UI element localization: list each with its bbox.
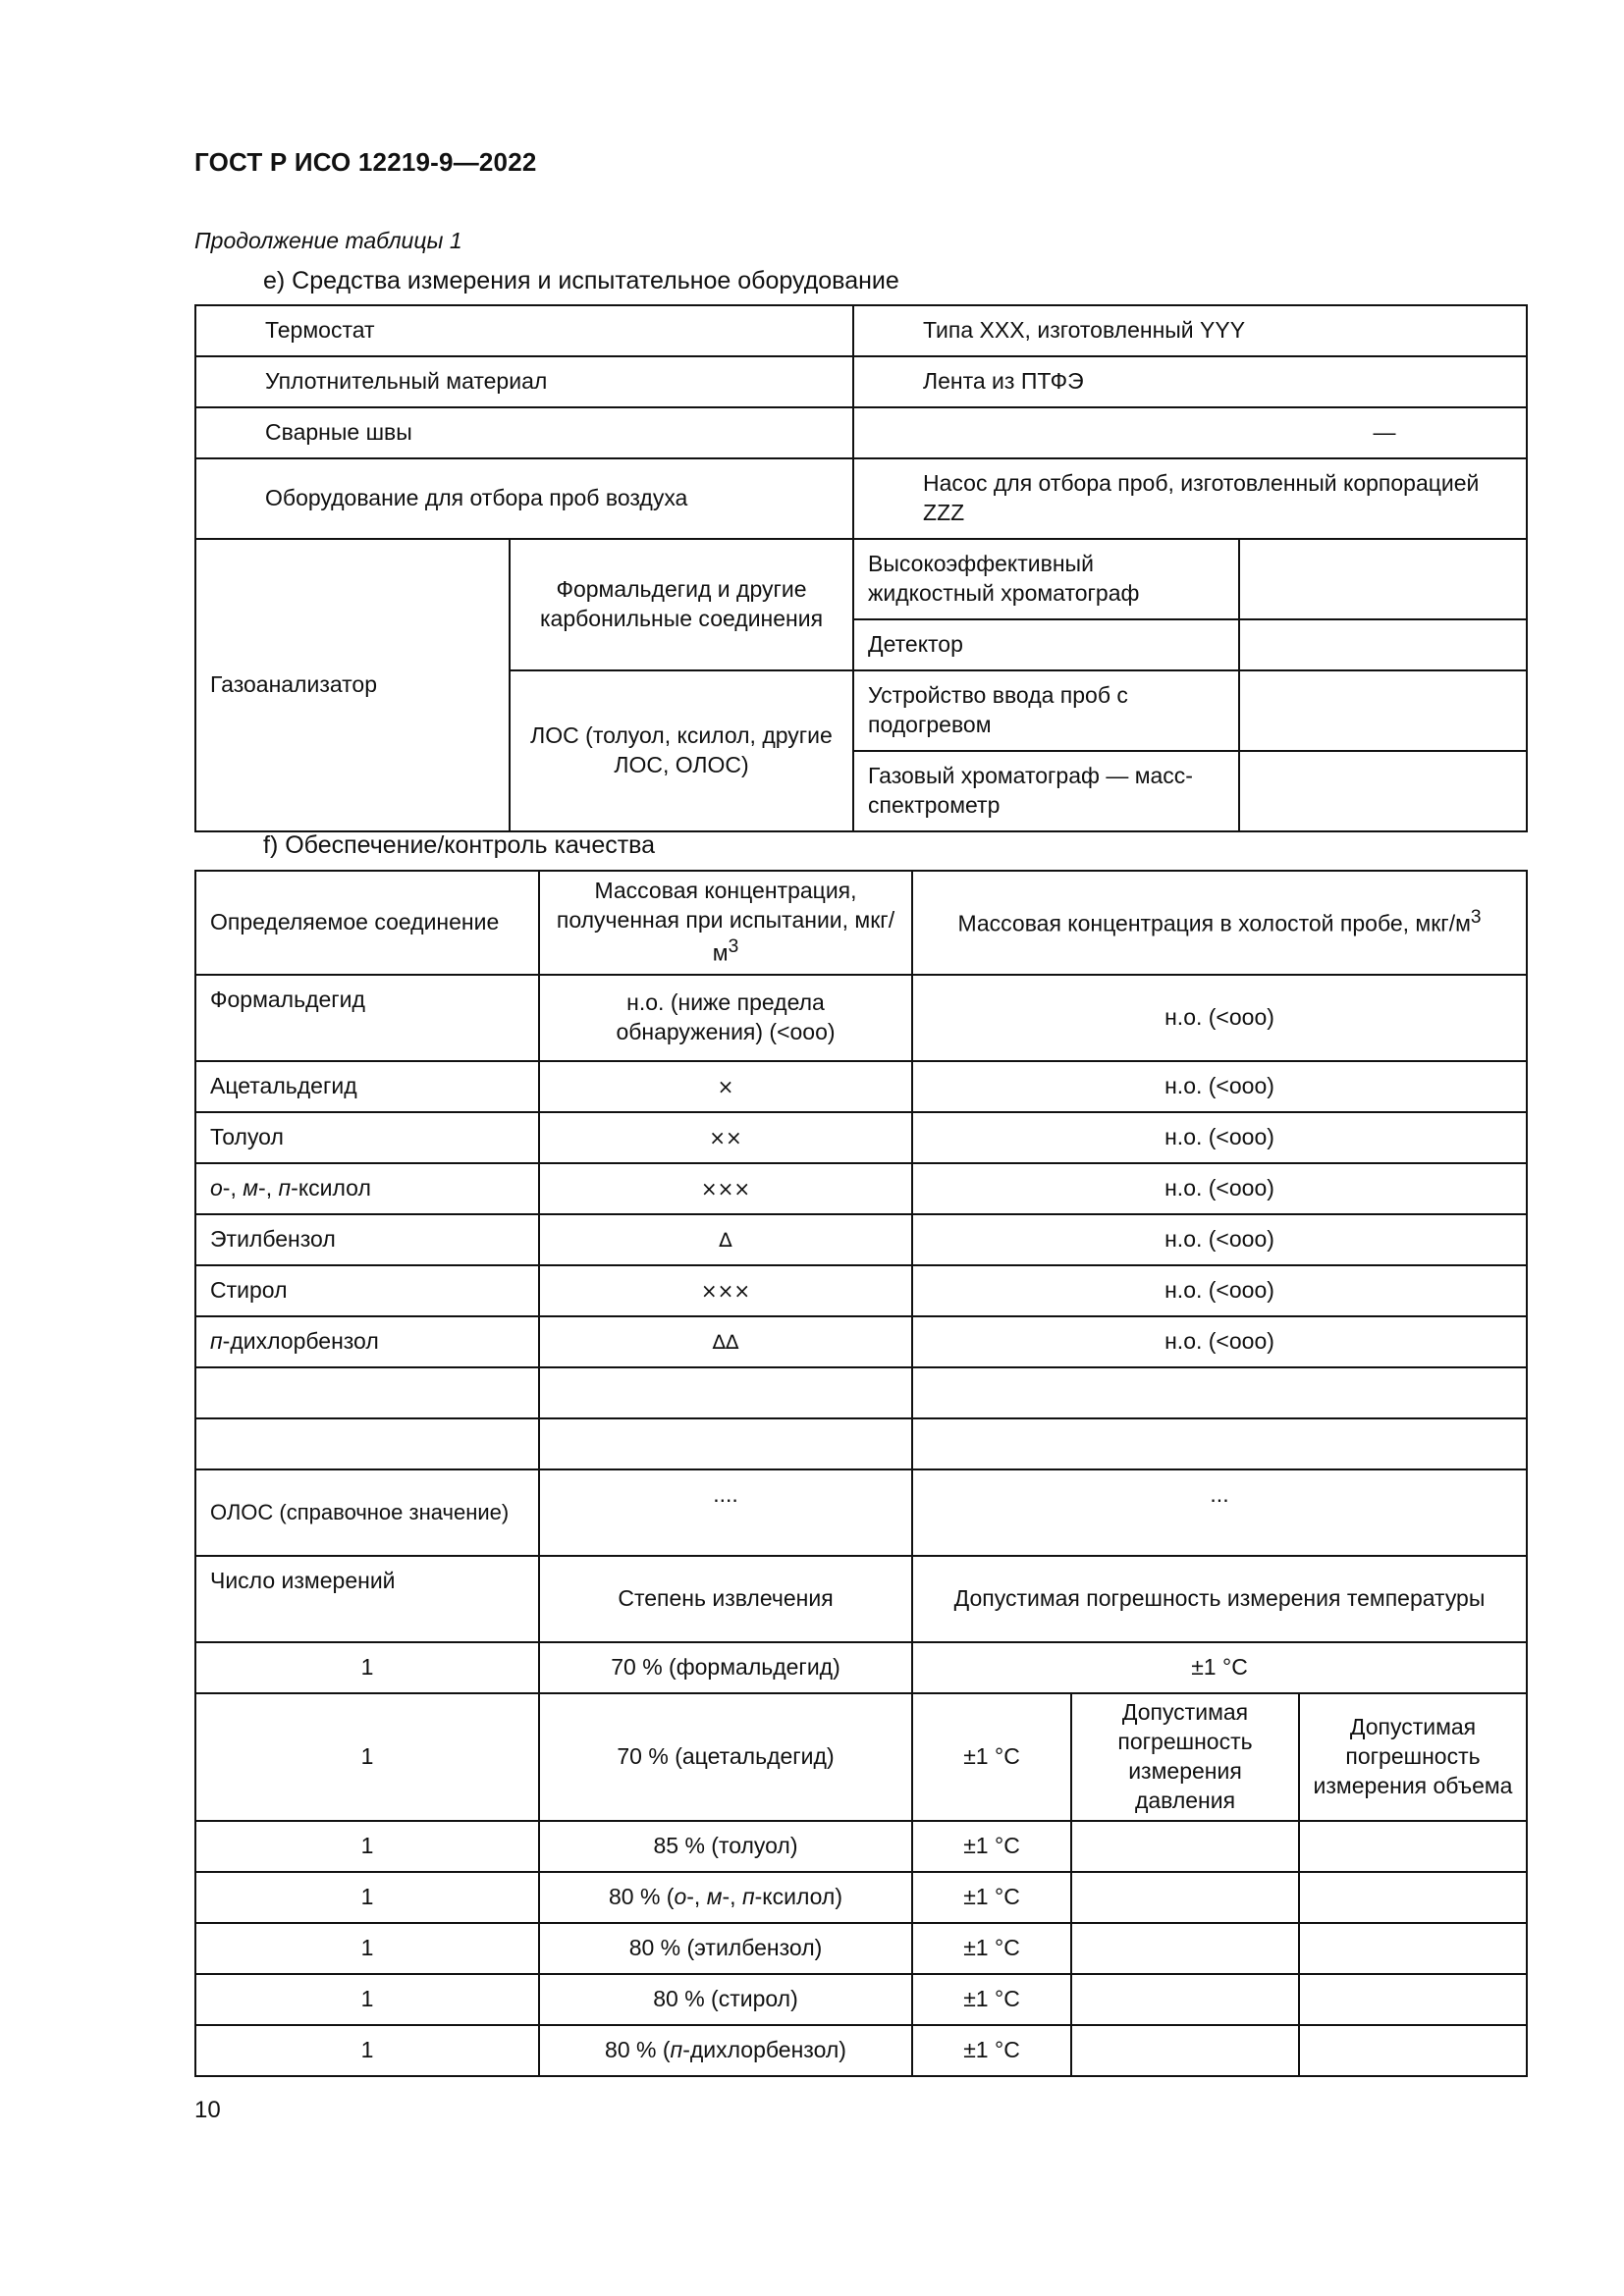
count-value: 1: [195, 1642, 539, 1693]
empty-cell: [195, 1367, 539, 1418]
table-row: [195, 356, 1527, 407]
blank-value: н.о. (<ooo): [912, 1163, 1527, 1214]
table-row: [195, 1872, 1527, 1923]
compound-name: Стирол: [195, 1265, 539, 1316]
blank-value: н.о. (<ooo): [912, 1061, 1527, 1112]
table-row: [195, 1214, 1527, 1265]
empty-cell: [1071, 1923, 1299, 1974]
recovery-value: 70 % (формальдегид): [539, 1642, 912, 1693]
header-pressure-error: Допустимая погрешность измерения давления: [1071, 1693, 1299, 1821]
recovery-value: 80 % (о-, м-, п-ксилол): [539, 1872, 912, 1923]
table-row: [195, 871, 1527, 975]
table-row: [195, 2025, 1527, 2076]
equipment-value: Лента из ПТФЭ: [853, 356, 1527, 407]
empty-cell: [912, 1418, 1527, 1469]
compound-name: о-, м-, п-ксилол: [195, 1163, 539, 1214]
temp-error-value: ±1 °C: [912, 1923, 1071, 1974]
gas-analyzer-group: Формальдегид и другие карбонильные соединения: [510, 539, 853, 670]
count-value: 1: [195, 1872, 539, 1923]
table-row: [195, 1163, 1527, 1214]
empty-cell: [1299, 1974, 1527, 2025]
empty-cell: [539, 1367, 912, 1418]
table-row: [195, 1265, 1527, 1316]
page-number: 10: [194, 2097, 221, 2123]
table-row: [195, 1061, 1527, 1112]
blank-value: н.о. (<ooo): [912, 1214, 1527, 1265]
recovery-value: 85 % (толуол): [539, 1821, 912, 1872]
recovery-value: 70 % (ацетальдегид): [539, 1693, 912, 1821]
temp-error-value: ±1 °C: [912, 1974, 1071, 2025]
equipment-label: Уплотнительный материал: [195, 356, 853, 407]
recovery-value: 80 % (этилбензол): [539, 1923, 912, 1974]
table-row: [195, 1974, 1527, 2025]
table-row: [195, 1316, 1527, 1367]
gas-analyzer-item: Устройство ввода проб с подогревом: [853, 670, 1239, 751]
count-value: 1: [195, 1821, 539, 1872]
empty-cell: [1299, 2025, 1527, 2076]
temp-error-value: ±1 °C: [912, 1693, 1071, 1821]
measured-value: ....: [539, 1469, 912, 1556]
equipment-label: Оборудование для отбора проб воздуха: [195, 458, 853, 539]
table-row: [195, 1418, 1527, 1469]
equipment-label: Термостат: [195, 305, 853, 356]
recovery-value: 80 % (п-дихлорбензол): [539, 2025, 912, 2076]
table-row: [195, 539, 1527, 619]
measured-value: ×: [539, 1061, 912, 1112]
empty-cell: [912, 1367, 1527, 1418]
temp-error-value: ±1 °C: [912, 1642, 1527, 1693]
empty-cell: [195, 1418, 539, 1469]
compound-name: ОЛОС (справочное значение): [195, 1469, 539, 1556]
gas-analyzer-group: ЛОС (толуол, ксилол, другие ЛОС, ОЛОС): [510, 670, 853, 831]
table-row: [195, 305, 1527, 356]
table-row: [195, 458, 1527, 539]
empty-cell: [1239, 751, 1527, 831]
temp-error-value: ±1 °C: [912, 1872, 1071, 1923]
empty-cell: [1239, 539, 1527, 619]
empty-cell: [1239, 670, 1527, 751]
measured-value: н.о. (ниже предела обнаружения) (<ooo): [539, 975, 912, 1061]
gas-analyzer-item: Высокоэффективный жидкостный хроматограф: [853, 539, 1239, 619]
document-header: ГОСТ Р ИСО 12219-9—2022: [194, 147, 537, 177]
blank-value: н.о. (<ooo): [912, 1265, 1527, 1316]
header-count: Число измерений: [195, 1556, 539, 1642]
quality-control-table: [194, 870, 1528, 2077]
table-continuation-note: Продолжение таблицы 1: [194, 228, 462, 253]
table-row: [195, 1367, 1527, 1418]
equipment-value: Насос для отбора проб, изготовленный корпорацией ZZZ: [853, 458, 1527, 539]
equipment-table: [194, 304, 1528, 832]
gas-analyzer-label: Газоанализатор: [195, 539, 510, 831]
table-row: [195, 1642, 1527, 1693]
table-row: [195, 1821, 1527, 1872]
count-value: 1: [195, 1923, 539, 1974]
blank-value: н.о. (<ooo): [912, 1112, 1527, 1163]
empty-cell: [1071, 1821, 1299, 1872]
compound-name: п-дихлорбензол: [195, 1316, 539, 1367]
temp-error-value: ±1 °C: [912, 2025, 1071, 2076]
gas-analyzer-item: Детектор: [853, 619, 1239, 670]
table-row: [195, 1556, 1527, 1642]
table-row: [195, 1112, 1527, 1163]
measured-value: ×××: [539, 1265, 912, 1316]
blank-value: ...: [912, 1469, 1527, 1556]
empty-cell: [1239, 619, 1527, 670]
count-value: 1: [195, 2025, 539, 2076]
gas-analyzer-item: Газовый хроматограф — масс-спектрометр: [853, 751, 1239, 831]
blank-value: н.о. (<ooo): [912, 975, 1527, 1061]
count-value: 1: [195, 1974, 539, 2025]
recovery-value: 80 % (стирол): [539, 1974, 912, 2025]
measured-value: ××: [539, 1112, 912, 1163]
header-temp-error: Допустимая погрешность измерения температуры: [912, 1556, 1527, 1642]
compound-name: Формальдегид: [195, 975, 539, 1061]
empty-cell: [539, 1418, 912, 1469]
empty-cell: [1299, 1821, 1527, 1872]
compound-name: Ацетальдегид: [195, 1061, 539, 1112]
header-recovery: Степень извлечения: [539, 1556, 912, 1642]
header-volume-error: Допустимая погрешность измерения объема: [1299, 1693, 1527, 1821]
header-measured: Массовая концентрация, полученная при испытании, мкг/$м^3$: [539, 871, 912, 975]
measured-value: ∆: [539, 1214, 912, 1265]
measured-value: ×××: [539, 1163, 912, 1214]
empty-cell: [1299, 1923, 1527, 1974]
equipment-value: Типа XXX, изготовленный YYY: [853, 305, 1527, 356]
empty-cell: [1071, 1872, 1299, 1923]
measured-value: ∆∆: [539, 1316, 912, 1367]
table-row: [195, 407, 1527, 458]
section-f-title: f) Обеспечение/контроль качества: [263, 831, 656, 859]
section-e-title: е) Средства измерения и испытательное оборудование: [263, 267, 899, 294]
header-compound: Определяемое соединение: [195, 871, 539, 975]
equipment-label: Сварные швы: [195, 407, 853, 458]
temp-error-value: ±1 °C: [912, 1821, 1071, 1872]
table-row: [195, 1923, 1527, 1974]
compound-name: Этилбензол: [195, 1214, 539, 1265]
empty-cell: [1299, 1872, 1527, 1923]
table-row: [195, 1469, 1527, 1556]
header-blank: Массовая концентрация в холостой пробе, мкг/$м^3$: [912, 871, 1527, 975]
table-row: [195, 975, 1527, 1061]
compound-name: Толуол: [195, 1112, 539, 1163]
empty-cell: [1071, 1974, 1299, 2025]
empty-cell: [1071, 2025, 1299, 2076]
table-row: [195, 1693, 1527, 1821]
equipment-value: —: [853, 407, 1527, 458]
count-value: 1: [195, 1693, 539, 1821]
blank-value: н.о. (<ooo): [912, 1316, 1527, 1367]
